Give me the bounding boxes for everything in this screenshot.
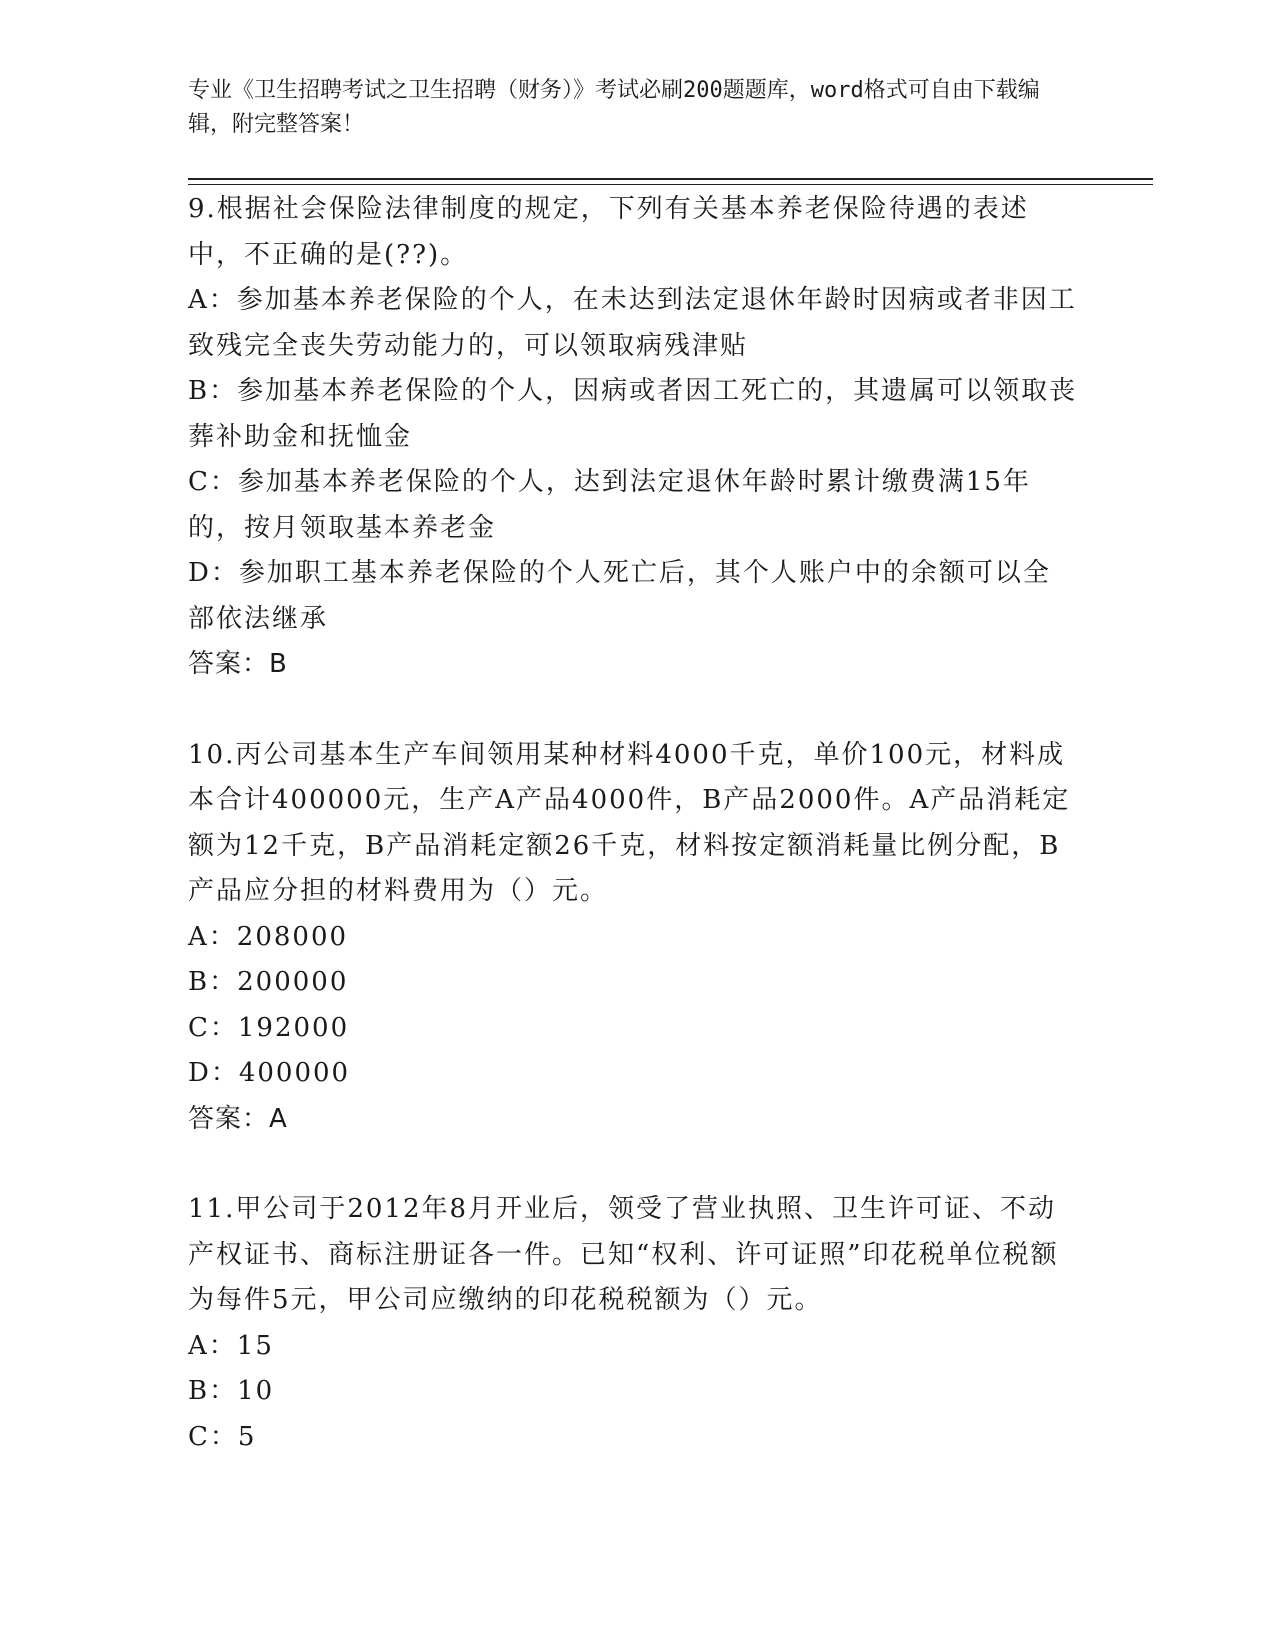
- question-11: [188, 1187, 1078, 1460]
- option-c: C：参加基本养老保险的个人，达到法定退休年龄时累计缴费满15年的，按月领取基本养老金: [188, 467, 1031, 543]
- question-text: 10.丙公司基本生产车间领用某种材料4000千克，单价100元，材料成本合计400000元，生产A产品4000件，B产品2000件。A产品消耗定额为12千克，B产品消耗定额26千克，材料按定额消耗量比例分配，B产品应分担的材料费用为（）元。: [188, 739, 1071, 906]
- page-header-title: 专业《卫生招聘考试之卫生招聘（财务）》考试必刷200题题库，word格式可自由下载编辑，附完整答案！: [188, 78, 1040, 137]
- option-a: A：208000: [188, 921, 349, 952]
- header-divider-thick: [188, 178, 1153, 180]
- option-a: A：15: [188, 1330, 274, 1361]
- option-b: B：参加基本养老保险的个人，因病或者因工死亡的，其遗属可以领取丧葬补助金和抚恤金: [188, 376, 1078, 452]
- option-b: B：10: [188, 1376, 275, 1406]
- answer-text: 答案：B: [188, 649, 288, 679]
- option-d: D：400000: [188, 1058, 351, 1088]
- question-10: [188, 733, 1078, 1143]
- option-a: A：参加基本养老保险的个人，在未达到法定退休年龄时因病或者非因工致残完全丧失劳动能力的，可以领取病残津贴: [188, 285, 1077, 361]
- option-d: D：参加职工基本养老保险的个人死亡后，其个人账户中的余额可以全部依法继承: [188, 558, 1051, 634]
- option-c: C：5: [188, 1421, 257, 1452]
- header-divider-thin: [188, 184, 1153, 185]
- question-text: 11.甲公司于2012年8月开业后，领受了营业执照、卫生许可证、不动产权证书、商标注册证各一件。已知“权利、许可证照”印花税单位税额为每件5元，甲公司应缴纳的印花税税额为（）元。: [188, 1194, 1059, 1315]
- option-c: C：192000: [188, 1012, 350, 1043]
- question-9: [188, 187, 1078, 688]
- option-b: B：200000: [188, 967, 349, 997]
- question-spacer: [188, 1142, 1078, 1187]
- question-text: 9.根据社会保险法律制度的规定，下列有关基本养老保险待遇的表述中，不正确的是(??)。: [188, 194, 1029, 270]
- question-spacer: [188, 688, 1078, 733]
- answer-text: 答案：A: [188, 1103, 288, 1134]
- question-list: [188, 187, 1078, 1460]
